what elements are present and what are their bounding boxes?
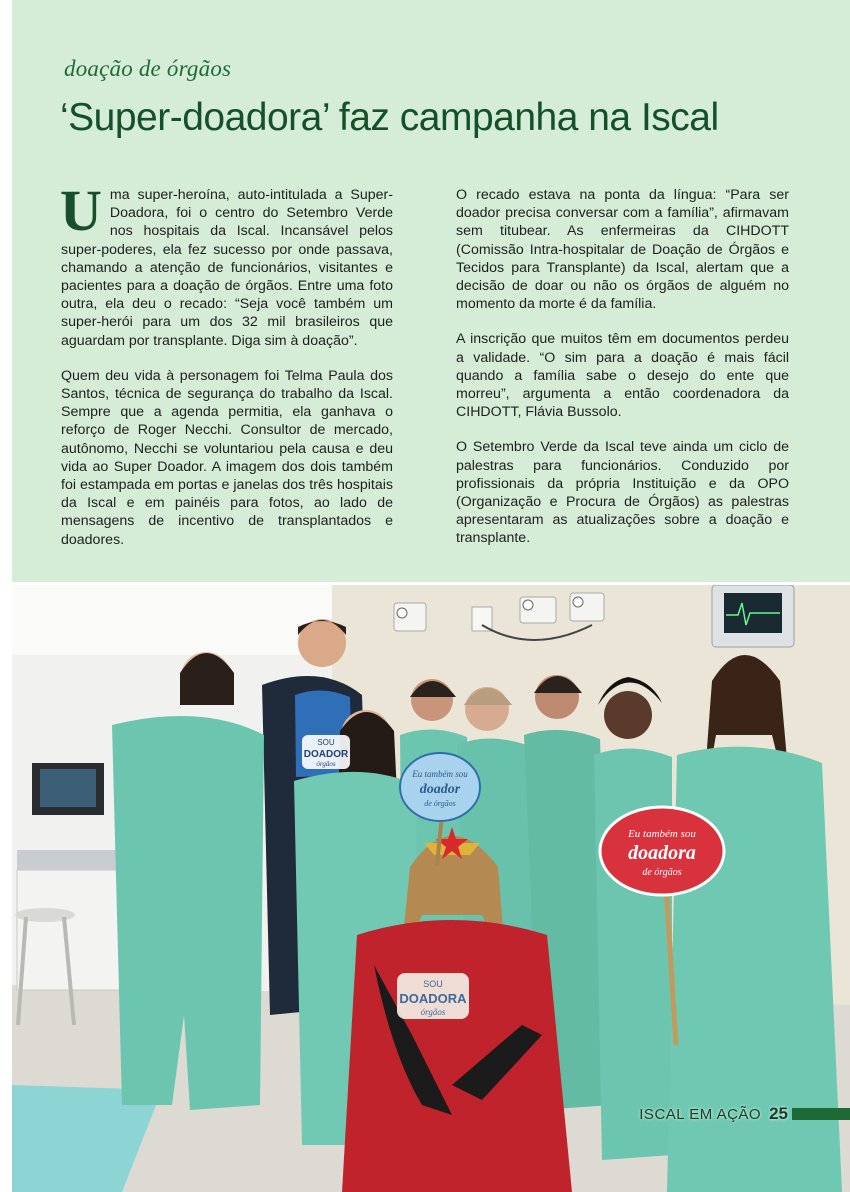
magazine-name: ISCAL EM AÇÃO	[639, 1105, 762, 1123]
drop-cap: U	[60, 178, 102, 243]
page-footer	[639, 1104, 850, 1124]
sign-text: doadora	[628, 842, 696, 864]
shirt-text: DOADOR	[303, 749, 349, 760]
page-number: 25	[769, 1104, 788, 1123]
article-title: ‘Super-doadora’ faz campanha na Iscal	[60, 96, 719, 139]
paragraph: O recado estava na ponta da língua: “Para ser doador precisa conversar com a família”, afirmavam sem titubear. As enfermeiras da CIHDOTT (Comissão Intra-hospitalar de Doação de Órgãos e Tecidos para Transplante) da Iscal, alertam que a decisão de doar ou não os órgãos de alguém no momento da morte é da família.	[456, 187, 789, 313]
paragraph: O Setembro Verde da Iscal teve ainda um ciclo de palestras para funcionários. Conduzido por profissionais da própria Instituição e da OPO (Organização e Procura de Órgãos) as palestras apresentaram as atualizações sobre a doação e transplante.	[456, 439, 789, 547]
sign-text: doador	[419, 782, 461, 797]
shirt-text: DOADORA	[399, 991, 467, 1006]
paragraph	[60, 178, 393, 350]
paragraph-text: ma super-heroína, auto-intitulada a Super-Doadora, foi o centro do Setembro Verde nos hospitais da Iscal. Incansável pelos super-poderes, ela fez sucesso por onde passava, chamando a atenção de funcionários, visitantes e pacientes para a doação de órgãos. Entre uma foto outra, ela deu o recado: “Seja você também um super-herói para um dos 32 mil brasileiros que aguardam por transplante. Diga sim à doação”.	[61, 187, 393, 349]
shirt-logo-female	[397, 973, 469, 1019]
article-column-right	[456, 186, 789, 565]
sign-text: Eu também sou	[628, 828, 696, 840]
sign-text: de órgãos	[642, 867, 682, 878]
shirt-text: SOU	[317, 738, 335, 747]
shirt-logo-male	[302, 735, 350, 769]
paragraph: A inscrição que muitos têm em documentos perdeu a validade. “O sim para a doação é mais fácil quando a família sabe o desejo do ente que morreu”, argumenta a então coordenadora da CIHDOTT, Flávia Bussolo.	[456, 331, 789, 421]
photo-illustration	[12, 585, 850, 1192]
shirt-text: órgãos	[420, 1007, 446, 1017]
paragraph: Quem deu vida à personagem foi Telma Paula dos Santos, técnica de segurança do trabalho da Iscal. Sempre que a agenda permitia, ela ganhava o reforço de Roger Necchi. Consultor de mercado, autônomo, Necchi se voluntariou pela causa e deu vida ao Super Doador. A imagem dos dois também foi estampada em portas e janelas dos três hospitais da Iscal e em painéis para fotos, ao lado de mensagens de incentivo de transplantados e doadores.	[61, 367, 393, 548]
shirt-text: órgãos	[316, 760, 336, 768]
section-tag: doação de órgãos	[64, 56, 232, 81]
article-column-left	[60, 178, 393, 566]
sign-text: Eu também sou	[412, 769, 468, 779]
group-photo	[12, 585, 850, 1192]
footer-accent-bar	[792, 1108, 850, 1120]
sign-text: de órgãos	[424, 799, 456, 808]
shirt-text: SOU	[423, 979, 443, 989]
